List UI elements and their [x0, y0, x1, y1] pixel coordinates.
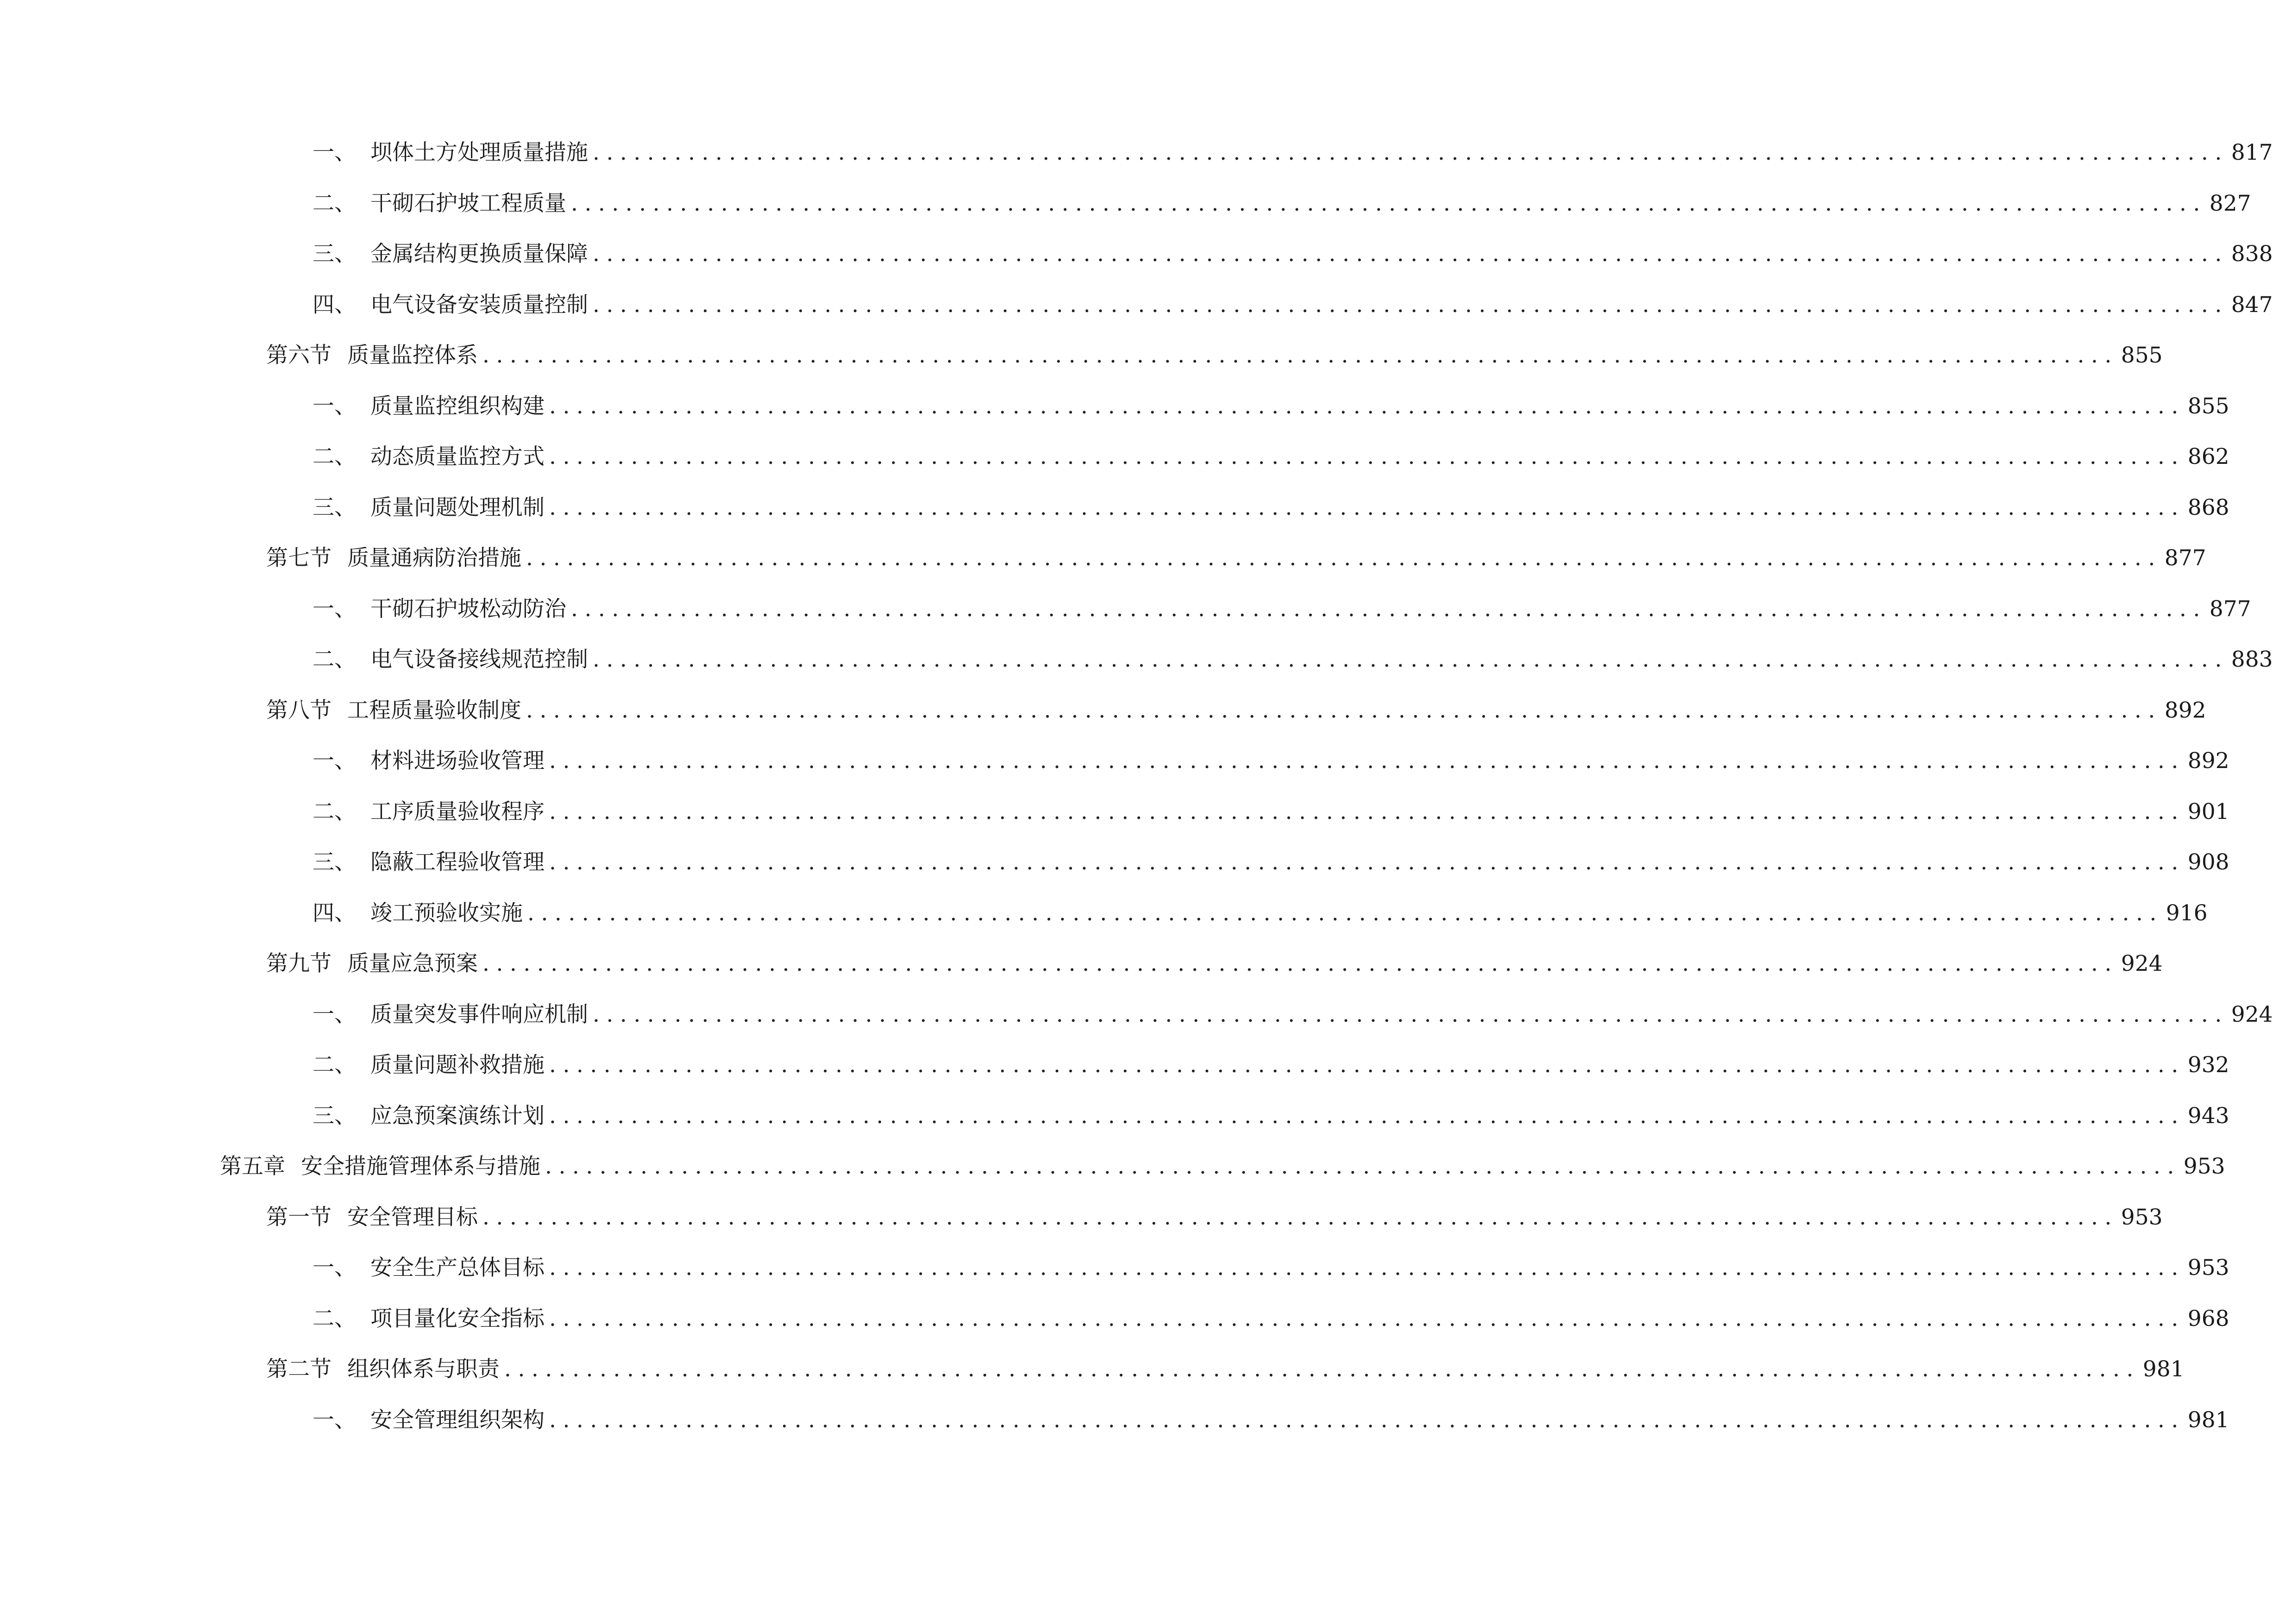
toc-entry[interactable] — [313, 996, 2273, 1033]
toc-dot-leader: ........................................................................................................................ — [549, 1103, 2185, 1129]
toc-entry-page-number: 901 — [2187, 799, 2229, 824]
toc-entry[interactable] — [313, 185, 2251, 222]
toc-entry-title: 质量应急预案 — [347, 951, 478, 976]
toc-entry-title: 应急预案演练计划 — [370, 1103, 545, 1129]
toc-dot-leader: ........................................................................................................................ — [527, 900, 2163, 926]
toc-dot-leader: ........................................................................................................................ — [482, 951, 2118, 976]
toc-dot-leader: ........................................................................................................................ — [549, 849, 2185, 875]
toc-dot-leader: ........................................................................................................................ — [549, 1255, 2185, 1280]
toc-entry-title: 质量突发事件响应机制 — [370, 1002, 588, 1027]
toc-entry[interactable] — [313, 793, 2229, 831]
toc-entry-page-number: 855 — [2187, 394, 2229, 419]
toc-entry-number: 第一节 — [266, 1205, 332, 1230]
toc-entry-page-number: 827 — [2209, 191, 2251, 216]
toc-entry[interactable] — [266, 337, 2163, 374]
toc-entry-title: 质量监控组织构建 — [370, 394, 545, 419]
toc-dot-leader: ........................................................................................................................ — [526, 545, 2162, 571]
toc-entry[interactable] — [220, 1148, 2225, 1185]
toc-entry-page-number: 932 — [2187, 1052, 2229, 1078]
toc-entry[interactable] — [313, 489, 2229, 526]
toc-entry-title: 电气设备接线规范控制 — [370, 647, 588, 672]
toc-entry-title: 干砌石护坡工程质量 — [370, 191, 566, 216]
toc-dot-leader: ........................................................................................................................ — [571, 596, 2207, 622]
toc-entry[interactable] — [313, 236, 2273, 273]
toc-entry-title: 质量监控体系 — [347, 343, 478, 368]
toc-entry-title: 工序质量验收程序 — [370, 799, 545, 824]
toc-entry-title: 安全管理组织架构 — [370, 1407, 545, 1433]
toc-entry-title: 坝体土方处理质量措施 — [370, 140, 588, 165]
toc-entry-page-number: 953 — [2121, 1205, 2163, 1230]
toc-entry-page-number: 892 — [2164, 698, 2206, 723]
toc-entry-title: 隐蔽工程验收管理 — [370, 849, 545, 875]
toc-dot-leader: ........................................................................................................................ — [482, 1205, 2118, 1230]
toc-entry[interactable] — [266, 1199, 2163, 1236]
toc-entry-number: 一、 — [313, 748, 356, 774]
toc-entry-number: 二、 — [313, 1306, 356, 1331]
toc-entry-page-number: 943 — [2187, 1103, 2229, 1129]
toc-entry[interactable] — [313, 438, 2229, 475]
toc-entry-title: 安全措施管理体系与措施 — [301, 1154, 540, 1179]
toc-entry-title: 材料进场验收管理 — [370, 748, 545, 774]
toc-dot-leader: ........................................................................................................................ — [549, 444, 2185, 469]
toc-entry-number: 二、 — [313, 647, 356, 672]
toc-entry-title: 项目量化安全指标 — [370, 1306, 545, 1331]
toc-entry-page-number: 924 — [2121, 951, 2163, 976]
toc-entry-number: 二、 — [313, 191, 356, 216]
toc-entry-number: 第八节 — [266, 698, 332, 723]
toc-entry-page-number: 855 — [2121, 343, 2163, 368]
toc-dot-leader: ........................................................................................................................ — [482, 343, 2118, 368]
toc-entry-page-number: 838 — [2231, 241, 2273, 267]
toc-entry[interactable] — [266, 945, 2163, 982]
toc-dot-leader: ........................................................................................................................ — [593, 647, 2229, 672]
toc-entry-number: 一、 — [313, 1002, 356, 1027]
toc-entry-number: 第五章 — [220, 1154, 285, 1179]
toc-entry-number: 第六节 — [266, 343, 332, 368]
toc-entry-number: 三、 — [313, 849, 356, 875]
toc-entry[interactable] — [313, 844, 2229, 881]
toc-entry-page-number: 953 — [2183, 1154, 2225, 1179]
toc-entry-title: 动态质量监控方式 — [370, 444, 545, 469]
toc-dot-leader: ........................................................................................................................ — [549, 748, 2185, 774]
toc-dot-leader: ........................................................................................................................ — [549, 1052, 2185, 1078]
toc-entry[interactable] — [313, 287, 2273, 324]
toc-dot-leader: ........................................................................................................................ — [549, 1407, 2185, 1433]
toc-entry-page-number: 968 — [2187, 1306, 2229, 1331]
toc-dot-leader: ........................................................................................................................ — [571, 191, 2207, 216]
toc-entry-number: 一、 — [313, 1255, 356, 1280]
toc-entry-page-number: 877 — [2209, 596, 2251, 622]
toc-entry[interactable] — [313, 641, 2273, 678]
toc-entry-page-number: 892 — [2187, 748, 2229, 774]
toc-entry-page-number: 981 — [2142, 1356, 2185, 1382]
toc-entry-page-number: 924 — [2231, 1002, 2273, 1027]
toc-entry-title: 电气设备安装质量控制 — [370, 292, 588, 318]
toc-entry-number: 一、 — [313, 394, 356, 419]
toc-entry[interactable] — [313, 1402, 2229, 1439]
toc-entry-number: 三、 — [313, 1103, 356, 1129]
toc-entry[interactable] — [313, 591, 2251, 628]
toc-dot-leader: ........................................................................................................................ — [593, 241, 2229, 267]
toc-entry[interactable] — [266, 1351, 2185, 1388]
toc-entry-number: 第二节 — [266, 1356, 332, 1382]
toc-entry-title: 金属结构更换质量保障 — [370, 241, 588, 267]
toc-entry-number: 四、 — [313, 900, 356, 926]
toc-entry-number: 四、 — [313, 292, 356, 318]
toc-entry-number: 二、 — [313, 1052, 356, 1078]
toc-entry-number: 二、 — [313, 799, 356, 824]
toc-entry-page-number: 877 — [2164, 545, 2206, 571]
toc-entry-title: 安全生产总体目标 — [370, 1255, 545, 1280]
toc-dot-leader: ........................................................................................................................ — [549, 1306, 2185, 1331]
toc-entry[interactable] — [313, 895, 2208, 932]
toc-dot-leader: ........................................................................................................................ — [593, 1002, 2229, 1027]
toc-entry-title: 组织体系与职责 — [347, 1356, 500, 1382]
toc-entry-page-number: 908 — [2187, 849, 2229, 875]
toc-entry-title: 竣工预验收实施 — [370, 900, 523, 926]
toc-entry[interactable] — [266, 692, 2206, 729]
toc-entry[interactable] — [313, 743, 2229, 780]
toc-entry-page-number: 868 — [2187, 495, 2229, 520]
toc-entry-number: 一、 — [313, 596, 356, 622]
toc-entry-page-number: 883 — [2231, 647, 2273, 672]
toc-dot-leader: ........................................................................................................................ — [549, 495, 2185, 520]
toc-entry-page-number: 862 — [2187, 444, 2229, 469]
toc-entry[interactable] — [313, 1300, 2229, 1337]
toc-dot-leader: ........................................................................................................................ — [593, 292, 2229, 318]
toc-entry-number: 第七节 — [266, 545, 332, 571]
toc-dot-leader: ........................................................................................................................ — [549, 799, 2185, 824]
toc-entry[interactable] — [313, 1047, 2229, 1084]
toc-dot-leader: ........................................................................................................................ — [545, 1154, 2181, 1179]
toc-entry-number: 第九节 — [266, 951, 332, 976]
toc-entry-page-number: 981 — [2187, 1407, 2229, 1433]
toc-entry-page-number: 847 — [2231, 292, 2273, 318]
toc-entry-page-number: 953 — [2187, 1255, 2229, 1280]
toc-entry-number: 三、 — [313, 241, 356, 267]
toc-entry-page-number: 817 — [2231, 140, 2273, 165]
toc-entry-page-number: 916 — [2166, 900, 2208, 926]
toc-entry-number: 三、 — [313, 495, 356, 520]
toc-entry-title: 工程质量验收制度 — [347, 698, 521, 723]
toc-entry[interactable] — [313, 134, 2273, 171]
toc-entry[interactable] — [313, 388, 2229, 425]
toc-entry-number: 一、 — [313, 1407, 356, 1433]
toc-entry-title: 安全管理目标 — [347, 1205, 478, 1230]
toc-entry[interactable] — [313, 1098, 2229, 1135]
toc-dot-leader: ........................................................................................................................ — [504, 1356, 2140, 1382]
toc-entry-title: 质量问题补救措施 — [370, 1052, 545, 1078]
toc-entry[interactable] — [266, 540, 2206, 577]
toc-entry-title: 质量通病防治措施 — [347, 545, 521, 571]
toc-entry-number: 二、 — [313, 444, 356, 469]
toc-dot-leader: ........................................................................................................................ — [593, 140, 2229, 165]
toc-dot-leader: ........................................................................................................................ — [549, 394, 2185, 419]
toc-entry-title: 干砌石护坡松动防治 — [370, 596, 566, 622]
toc-entry-number: 一、 — [313, 140, 356, 165]
toc-dot-leader: ........................................................................................................................ — [526, 698, 2162, 723]
toc-entry-title: 质量问题处理机制 — [370, 495, 545, 520]
toc-entry[interactable] — [313, 1249, 2229, 1287]
